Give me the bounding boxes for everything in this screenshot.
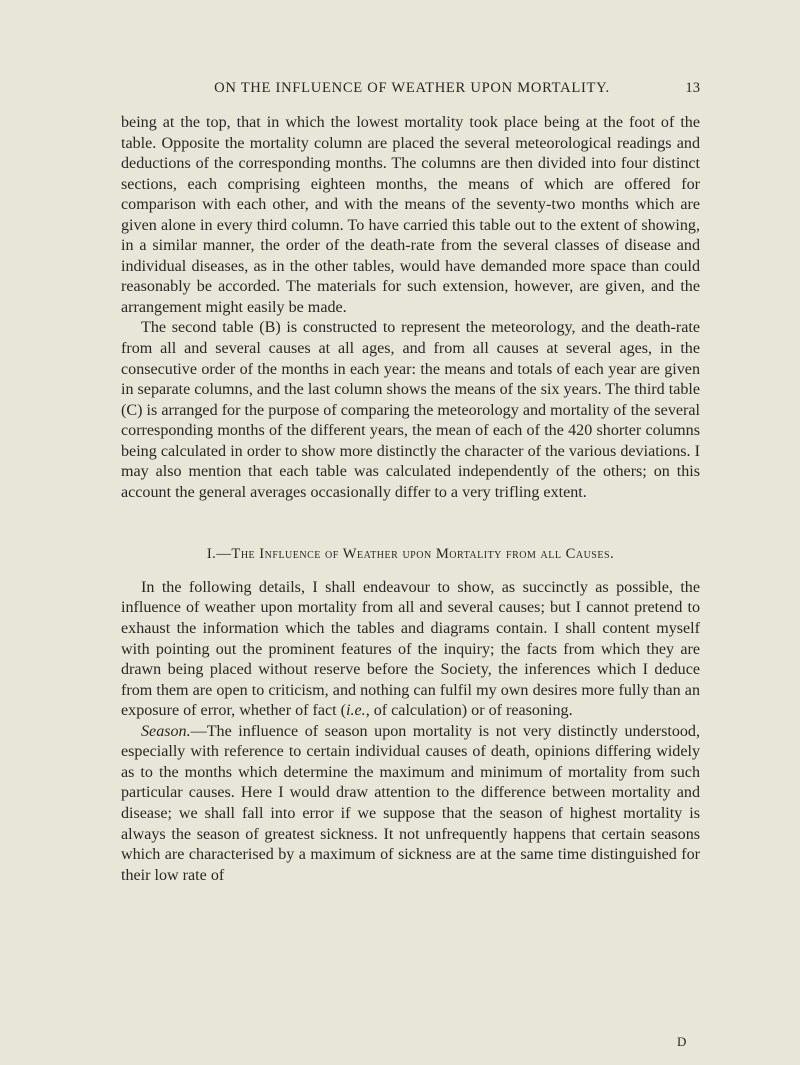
section-heading: I.—The Influence of Weather upon Mortality from all Causes. xyxy=(206,546,615,563)
body-text xyxy=(121,113,700,886)
page-number: 13 xyxy=(685,80,700,96)
page-header xyxy=(122,80,700,100)
ie-abbreviation: i.e. xyxy=(346,702,366,720)
paragraph-season xyxy=(121,722,700,886)
season-text: —The influence of season upon mortality is not very distinctly understood, especially with reference to certain individual causes of death, opinions differing widely as to the months which determine the maximum and minimum of mortality from such particular causes. Here I would draw attention to the difference between mortality and disease; we shall fall into error if we suppose that the season of highest mortality is always the season of greatest sickness. It not unfrequently happens that certain seasons which are characterised by a maximum of sickness are at the same time distinguished for their low rate of xyxy=(121,722,700,884)
paragraph-introduction xyxy=(121,578,700,722)
paragraph-continuation: being at the top, that in which the lowest mortality took place being at the foot of the table. Opposite the mortality column are placed the several meteorological readings and deductions of the corresponding months. The columns are then divided into four distinct sections, each comprising eighteen months, the means of which are offered for comparison with each other, and with the means of the seventy-two months which are given alone in every third column. To have carried this table out to the extent of showing, in a similar manner, the order of the death-rate from the several classes of disease and individual diseases, as in the other tables, would have demanded more space than could reasonably be accorded. The materials for such extension, however, are given, and the arrangement might easily be made. xyxy=(121,114,700,316)
paragraph-introduction-text: In the following details, I shall endeavour to show, as succinctly as possible, the influence of weather upon mortality from all and several causes; but I cannot pretend to exhaust the information which the tables and diagrams contain. I shall content myself with pointing out the prominent features of the inquiry; the facts from which they are drawn being placed without reserve before the Society, the inferences which I deduce from them are open to criticism, and nothing can fulfil my own desires more fully than an exposure of error, whether of fact ( xyxy=(121,578,700,720)
paragraph-introduction-end: , of calculation) or of reasoning. xyxy=(365,702,573,720)
running-head: ON THE INFLUENCE OF WEATHER UPON MORTALITY. xyxy=(214,80,610,96)
signature-mark: D xyxy=(677,1034,687,1049)
season-label: Season. xyxy=(141,722,191,740)
paragraph-table-b: The second table (B) is constructed to represent the meteorology, and the death-rate from all and several causes at all ages, and from all causes at several ages, in the consecutive order of the months in each year: the means and totals of each year are given in separate columns, and the last column shows the means of the six years. The third table (C) is arranged for the purpose of comparing the meteorology and mortality of the several corresponding months of the different years, the mean of each of the 420 shorter columns being calculated in order to show more distinctly the character of the various deviations. I may also mention that each table was calculated independently of the others; on this account the general averages occasionally differ to a very trifling extent. xyxy=(121,319,700,501)
